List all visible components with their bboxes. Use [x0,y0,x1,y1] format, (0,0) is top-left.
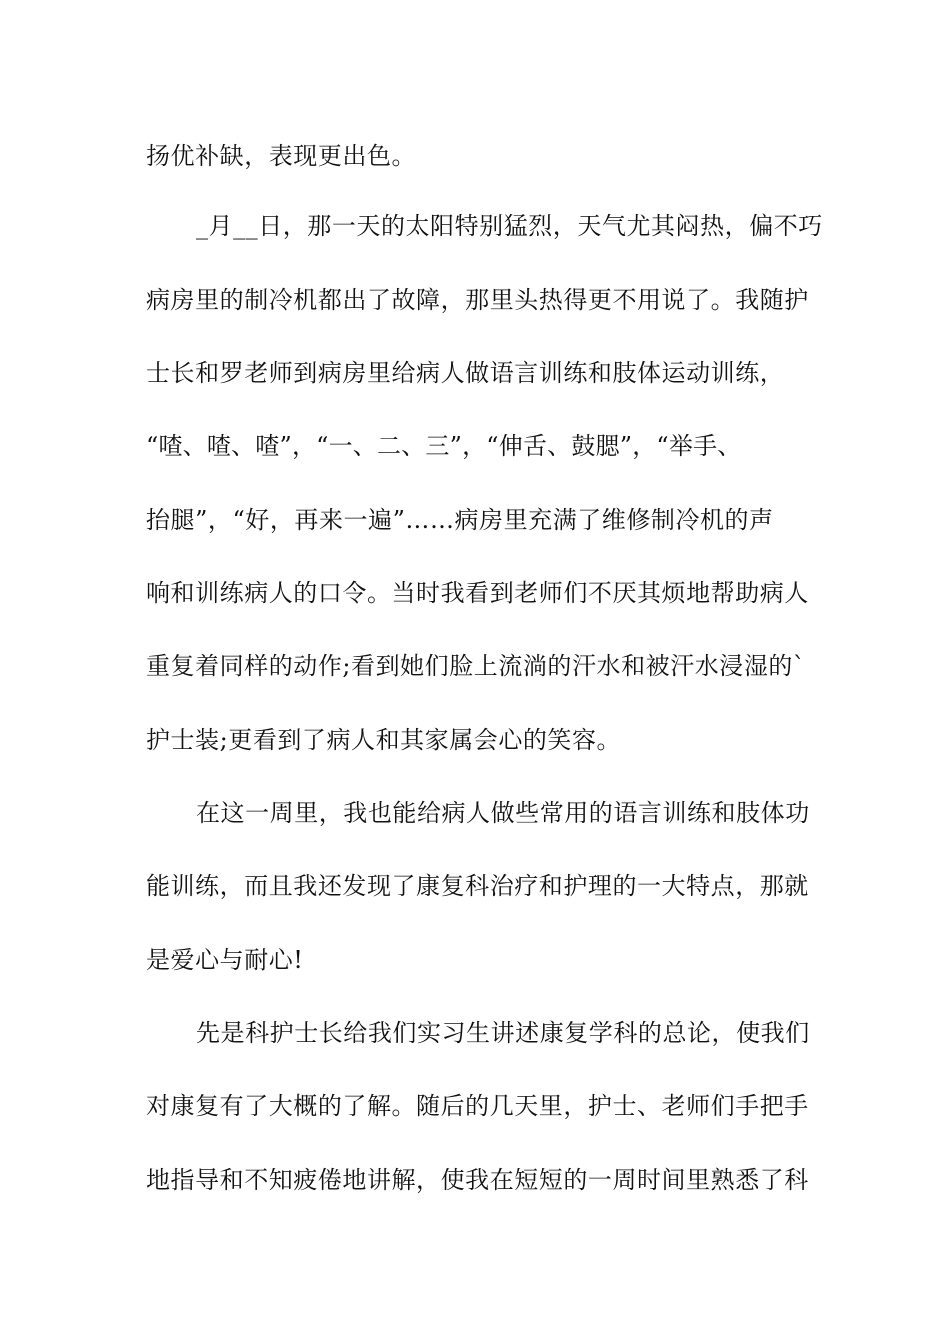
paragraph-start-line: _月__日，那一天的太阳特别猛烈，天气尤其闷热，偏不巧 [196,212,823,240]
text-line: 扬优补缺，表现更出色。 [146,142,417,170]
text-line: “喳、喳、喳”，“一、二、三”，“伸舌、鼓腮”，“举手、 [146,432,742,460]
text-line: 重复着同样的动作;看到她们脸上流淌的汗水和被汗水浸湿的` [146,652,806,680]
paragraph-start-line: 在这一周里，我也能给病人做些常用的语言训练和肢体功 [196,799,810,827]
text-line: 护士装;更看到了病人和其家属会心的笑容。 [146,726,622,754]
text-line: 地指导和不知疲倦地讲解，使我在短短的一周时间里熟悉了科 [146,1166,809,1194]
text-line: 抬腿”，“好，再来一遍”……病房里充满了维修制冷机的声 [146,506,774,534]
text-line: 能训练，而且我还发现了康复科治疗和护理的一大特点，那就 [146,872,809,900]
text-line: 是爱心与耐心! [146,946,304,974]
paragraph-start-line: 先是科护士长给我们实习生讲述康复学科的总论，使我们 [196,1019,810,1047]
text-line: 士长和罗老师到病房里给病人做语言训练和肢体运动训练， [146,359,785,387]
text-line: 病房里的制冷机都出了故障，那里头热得更不用说了。我随护 [146,286,809,314]
text-line: 响和训练病人的口令。当时我看到老师们不厌其烦地帮助病人 [146,579,809,607]
text-line: 对康复有了大概的了解。随后的几天里，护士、老师们手把手 [146,1092,809,1120]
